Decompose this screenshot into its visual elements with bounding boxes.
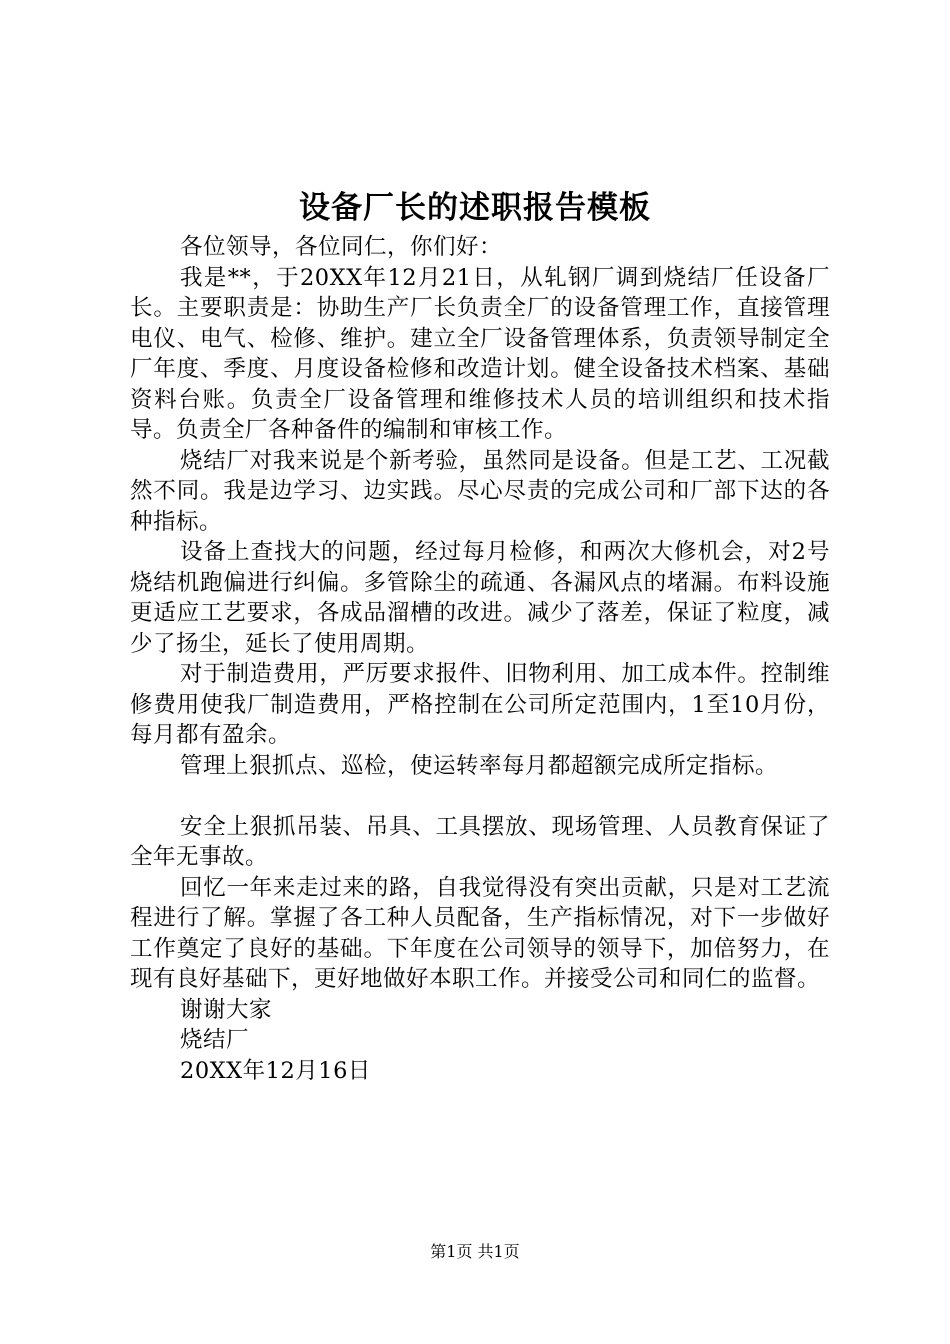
closing-thanks: 谢谢大家 [180,996,273,1023]
page-footer: 第1页 共1页 [430,1242,520,1261]
paragraph: 烧结厂对我来说是个新考验，虽然同是设备。但是工艺、工况截然不同。我是边学习、边实践。尽心尽责的完成公司和厂部下达的各种指标。 [130,447,830,535]
paragraph: 设备上查找大的问题，经过每月检修，和两次大修机会，对2号烧结机跑偏进行纠偏。多管除尘的疏通、各漏风点的堵漏。布料设施更适应工艺要求，各成品溜槽的改进。减少了落差，保证了粒度，减少了扬尘，延长了使用周期。 [130,539,830,657]
paragraph: 对于制造费用，严厉要求报件、旧物利用、加工成本件。控制维修费用使我厂制造费用，严格控制在公司所定范围内，1至10月份，每月都有盈余。 [130,661,830,748]
closing-organization: 烧结厂 [180,1027,250,1053]
document-title: 设备厂长的述职报告模板 [299,190,651,226]
paragraph: 回忆一年来走过来的路，自我觉得没有突出贡献，只是对工艺流程进行了解。掌握了各工种人员配备，生产指标情况，对下一步做好工作奠定了良好的基础。下年度在公司领导的领导下，加倍努力，在现有良好基础下，更好地做好本职工作。并接受公司和同仁的监督。 [130,874,830,992]
blank-line [130,781,830,812]
paragraph: 安全上狠抓吊装、吊具、工具摆放、现场管理、人员教育保证了全年无事故。 [130,813,830,870]
closing-date: 20XX年12月16日 [180,1057,371,1084]
document-body [130,232,830,1086]
greeting: 各位领导，各位同仁，你们好： [180,234,503,260]
paragraph: 我是**，于20XX年12月21日，从轧钢厂调到烧结厂任设备厂长。主要职责是：协助生产厂长负责全厂的设备管理工作，直接管理电仪、电气、检修、维护。建立全厂设备管理体系，负责领导制定全厂年度、季度、月度设备检修和改造计划。健全设备技术档案、基础资料台账。负责全厂设备管理和维修技术人员的培训组织和技术指导。负责全厂各种备件的编制和审核工作。 [130,264,830,443]
paragraph: 管理上狠抓点、巡检，使运转率每月都超额完成所定指标。 [180,752,779,779]
